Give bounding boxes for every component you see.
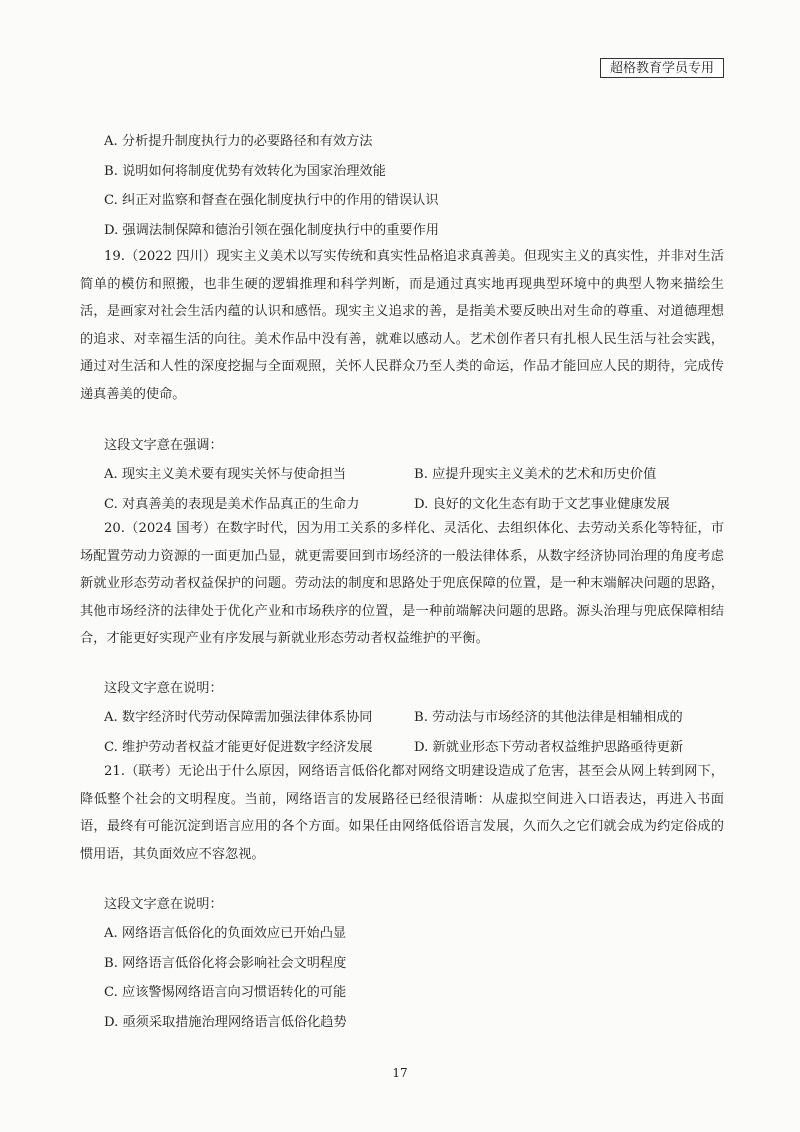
q20-prompt: 这段文字意在说明：	[104, 681, 223, 696]
q19-option-d: D. 良好的文化生态有助于文艺事业健康发展	[414, 497, 670, 512]
q21-option-b: B. 网络语言低俗化将会影响社会文明程度	[104, 956, 347, 971]
q18-option-c: C. 纠正对监察和督查在强化制度执行中的作用的错误认识	[104, 193, 439, 208]
q18-option-b: B. 说明如何将制度优势有效转化为国家治理效能	[104, 164, 386, 179]
q18-option-a: A. 分析提升制度执行力的必要路径和有效方法	[104, 134, 373, 149]
q20-option-d: D. 新就业形态下劳动者权益维护思路亟待更新	[414, 740, 684, 755]
q18-option-d: D. 强调法制保障和德治引领在强化制度执行中的重要作用	[104, 223, 439, 238]
q21-prompt: 这段文字意在说明：	[104, 897, 223, 912]
q20-option-b: B. 劳动法与市场经济的其他法律是相辅相成的	[414, 710, 683, 725]
watermark-stamp: 超格教育学员专用	[600, 58, 724, 78]
q21-option-a: A. 网络语言低俗化的负面效应已开始凸显	[104, 926, 347, 941]
q19-option-c: C. 对真善美的表现是美术作品真正的生命力	[104, 497, 360, 512]
q19-prompt: 这段文字意在强调：	[104, 438, 223, 453]
q19-option-a: A. 现实主义美术要有现实关怀与使命担当	[104, 467, 347, 482]
q20-option-a: A. 数字经济时代劳动保障需加强法律体系协同	[104, 710, 373, 725]
q20-stem: 20.（2024 国考）在数字时代，因为用工关系的多样化、灵活化、去组织体化、去劳动关系化等特征，市场配置劳动力资源的一面更加凸显，就更需要回到市场经济的一般法律体系，从数字经济协同治理的角度考虑新就业形态劳动者权益保护的问题。劳动法的制度和思路处于兜底保障的位置，是一种末端解决问题的思路，其他市场经济的法律处于优化产业和市场秩序的位置，是一种前端解决问题的思路。源头治理与兜底保障相结合，才能更好实现产业有序发展与新就业形态劳动者权益维护的平衡。	[80, 521, 724, 646]
q19-stem: 19.（2022 四川）现实主义美术以写实传统和真实性品格追求真善美。但现实主义的真实性，并非对生活简单的模仿和照搬，也非生硬的逻辑推理和科学判断，而是通过真实地再现典型环境中的典型人物来描绘生活，是画家对社会生活内蕴的认识和感悟。现实主义追求的善，是指美术要反映出对生命的尊重、对道德理想的追求、对幸福生活的向往。美术作品中没有善，就难以感动人。艺术创作者只有扎根人民生活与社会实践，通过对生活和人性的深度挖掘与全面观照，关怀人民群众乃至人类的命运，作品才能回应人民的期待，完成传递真善美的使命。	[80, 249, 724, 402]
q20-option-c: C. 维护劳动者权益才能更好促进数字经济发展	[104, 740, 373, 755]
q19-option-b: B. 应提升现实主义美术的艺术和历史价值	[414, 467, 657, 482]
page-number: 17	[392, 1066, 408, 1080]
q21-stem: 21.（联考）无论出于什么原因，网络语言低俗化都对网络文明建设造成了危害，甚至会从网上转到网下，降低整个社会的文明程度。当前，网络语言的发展路径已经很清晰：从虚拟空间进入口语表达，再进入书面语，最终有可能沉淀到语言应用的各个方面。如果任由网络低俗语言发展，久而久之它们就会成为约定俗成的惯用语，其负面效应不容忽视。	[80, 764, 724, 862]
q21-option-d: D. 亟须采取措施治理网络语言低俗化趋势	[104, 1015, 347, 1030]
q21-option-c: C. 应该警惕网络语言向习惯语转化的可能	[104, 985, 347, 1000]
